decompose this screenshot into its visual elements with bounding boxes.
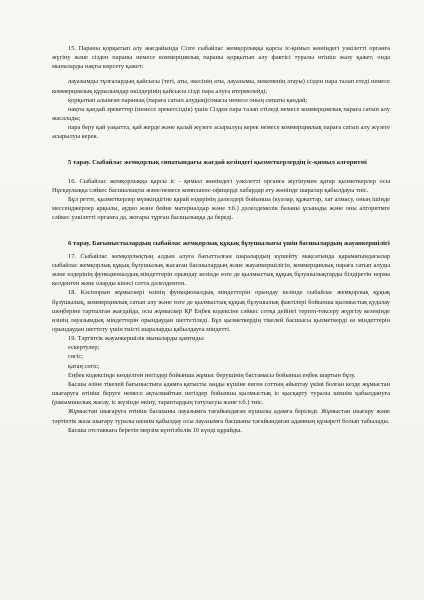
list-item-time-place: пара беру қай уақытта, қай жерде және қалай жүзеге асырылуы керек немесе коммерциялық параға сатып алу жүзеге асырылуы керек. [52,124,390,141]
list-item-termination: Еңбек кодексінде көзделген негіздер бойынша жұмыс берушінің бастамасы бойынша еңбек шартын бұзу. [68,371,356,379]
chapter-5-heading: 5 тарау. Сыбайлас жемқорлық сипатындағы жағдай кезіндегі қызметкерлердің іс-қимыл алгоритмі [68,158,367,166]
paragraph-16-evidence: Бұл ретте, қызметкерлер мүмкіндігіне қарай өздерінің дәлелдері бойынша (куәлар, құжаттар, хат алмасу, оның ішінде мессенджерлер арқылы, аудио және бейне материалдар және т.б.) дәлелдемелік базаны ұсынады және оны алгоритмге сәйкес уәкілетті органға да, жоғары тұрған басшылыққа да береді. [52,196,390,222]
document-body [52,44,390,435]
paragraph-19: 19. Тәртіптік жауапкершілік мыналарды қамтиды: [68,335,205,343]
paragraph-15: 15. Параны қорқытып алу жағдайында Сізге сыбайлас жемқорлыққа қарсы іс-қимыл жөніндегі уәкілетті органға жүгіну және сізден параны немесе коммерциялық параны қорқытып алу фактісі туралы өтініш жазу қажет, онда мыналарды нақты көрсету қажет: [52,45,390,71]
list-item-severe-reprimand: қатаң сөгіс; [68,362,100,370]
list-item-actions: нақты қандай әрекеттер (немесе әрекетсіздік) үшін Сізден пара талап етіледі немесе коммерциялық параға сатып алу жасалады; [52,105,390,123]
paragraph-application: Жұмыстан шығаруға өтініш басшыны лауазымға тағайындаған күшылы адамға беріледі. Жұмыстан шығару және тәртіптік жаза шығару туралы шешім қабылдау осы лауазымға басшыны тағайындаған адамның құзыреті болып табылады. [52,408,390,425]
chapter-6-heading: 6 тарау. Бағыныстылардың сыбайлас жемқорлық құқық бұзушылығы үшін басшылардың жауапкершілігі [68,239,390,247]
paragraph-dismissal: Басшы өзіне тікелей бағыныстыға адамға қатысты заңды күшіне енген соттың айыптау үкімі болған кезде жұмыстан шығаруға өтініш беруге немесе ақталмайтын негіздер бойынша қылмыстық іс қысқарту туралы шешім қабылдануға (ракымшылық жасау, іс жүзінде өкіну, тараптардың татуласуы және т.б.) тиіс. [52,380,390,407]
paragraph-18: 18. Кәсіпорын жұмыскері өзінің функционалдық міндеттерін орындау кезінде сыбайлас жемқорлық құқық бұзушылық, коммерциялық сатып алу және өзге де қылмыстық құқық бұзушылық фактілері бойынша қылмыстық қудалау шеңберіне тартылған жағдайда, осы жұмыскер ҚР Еңбек кодексіне сәйкес сотқа дейінгі тергеп-тексеру жүргізу кезеңінде өзінің лауазымдық міндеттерін орындаудан шеттетіледі. Бұл қызметкердің тікелей басшысы қызметкерді өз міндеттерін орындаудан шеттету үшін тиісті шараларды қабылдауға міндетті. [52,289,390,333]
list-item-officials: лауазымды тұлғалардың қайсысы (тегі, аты, әкесінің аты, лауазымы, мекеменің атауы) сізден пара талап етеді немесе коммерциялық құрылымдар өкілдерінің қайсысы сізді пара алуға итермелейді; [52,78,390,95]
list-item-reprimand: сөгіс; [68,353,84,361]
list-item-bribe-amount: қорқытып алынған параның (параға сатып алудың)сомасы немесе оның сипаты қандай; [68,96,308,104]
paragraph-17: 17. Сыбайлас жемқорлықтың алдын алуға бағытталған шаралардың күшейту мақсатында қарамағындағылар сыбайлас жемқорлық құқық бұзушылық жасаған басшылардың және жауапкершілігін, коммерциялық параға сатып алуды және өздерінің функционалдық міндеттерін орындау кезінде өзге де қылмыстық құқық бұзушылықтарды білдіретін норма келденген және оларды кінәсі сотта дәлелденген. [52,252,390,288]
paragraph-resignation-term: Басшы отставкаға беретін мерзім күнтізбелік 10 күнді құрайды. [68,426,243,434]
paragraph-16: 16. Сыбайлас жемқорлыққа қарсы іс - қимыл жөніндегі уәкілетті органға жүгінумен қатар қызметкерлер осы Нұсқаулыққа сәйкес басшылықты және/немесе комплаенс-офицерді хабардар ету жөнінде шаралар қабылдауы тиіс. [52,177,390,194]
list-item-warning: ескертулер; [68,344,100,352]
